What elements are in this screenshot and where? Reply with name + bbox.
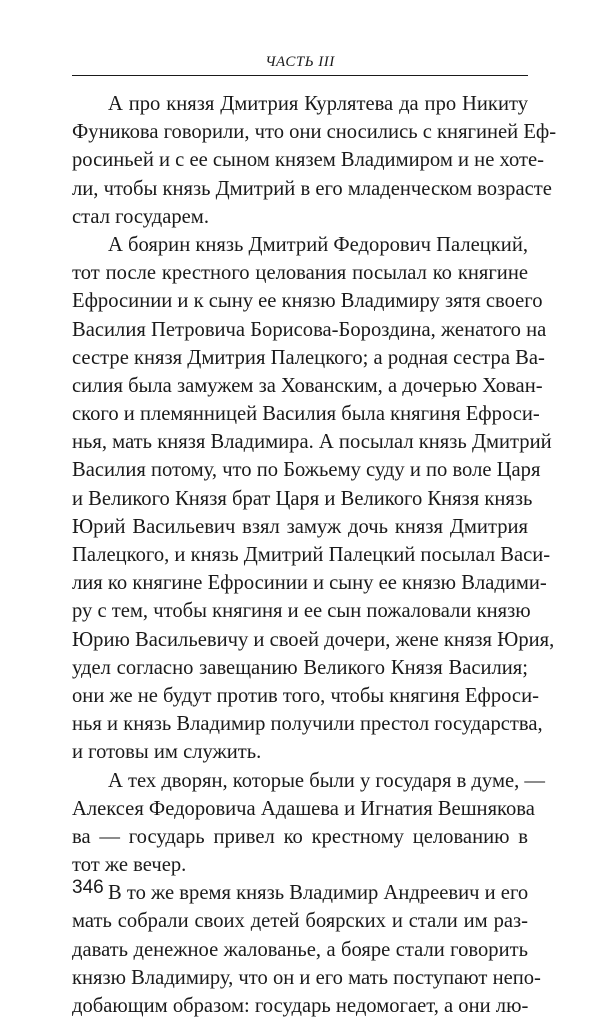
text-line: стал государем. <box>72 205 209 228</box>
text-line: и готовы им служить. <box>72 741 262 764</box>
text-line: тот же вечер. <box>72 854 187 877</box>
text-line: А тех дворян, которые были у государя в думе, — <box>108 769 546 792</box>
header-rule <box>72 75 528 76</box>
text-line: ского и племянницей Василия была княгиня Ефроси- <box>72 403 540 426</box>
running-head: ЧАСТЬ III <box>265 54 335 70</box>
text-line: Палецкого, и князь Дмитрий Палецкий посылал Васи- <box>72 544 551 566</box>
text-line: Василия потому, что по Божьему суду и по воле Царя <box>72 459 541 482</box>
body-text <box>72 90 557 1020</box>
text-line: князю Владимиру, что он и его мать поступают непо- <box>72 966 541 989</box>
text-line: Юрий Васильевич взял замуж дочь князя Дмитрия <box>72 515 528 538</box>
text-line: силия была замужем за Хованским, а дочерью Хован- <box>72 374 543 397</box>
text-line: Фуникова говорили, что они сносились с княгиней Еф- <box>72 121 557 144</box>
text-line: ру с тем, чтобы княгиня и ее сын пожаловали князю <box>72 600 531 623</box>
text-line: и Великого Князя брат Царя и Великого Князя князь <box>72 487 533 510</box>
text-line: удел согласно завещанию Великого Князя Василия; <box>72 656 528 679</box>
text-line: Юрию Васильевичу и своей дочери, жене князя Юрия, <box>72 628 555 651</box>
text-line: росиньей и с ее сыном князем Владимиром и не хоте- <box>72 149 545 172</box>
page-number: 346 <box>72 877 104 898</box>
text-line: сестре князя Дмитрия Палецкого; а родная сестра Ва- <box>72 346 545 369</box>
text-line: А про князя Дмитрия Курлятева да про Никиту <box>108 93 528 115</box>
text-line: ва — государь привел ко крестному целованию в <box>72 825 528 848</box>
text-line: ли, чтобы князь Дмитрий в его младенческом возрасте <box>72 177 552 200</box>
text-line: нья, мать князя Владимира. А посылал князь Дмитрий <box>72 431 552 454</box>
text-line: тот после крестного целования посылал ко княгине <box>72 262 528 285</box>
text-line: Алексея Федоровича Адашева и Игнатия Вешнякова <box>72 797 535 820</box>
text-line: они же не будут против того, чтобы княгиня Ефроси- <box>72 684 539 707</box>
text-line: нья и князь Владимир получили престол государства, <box>72 713 543 736</box>
text-line: Ефросинии и к сыну ее князю Владимиру зятя своего <box>72 290 543 313</box>
text-line: добающим образом: государь недомогает, а они лю- <box>72 995 529 1017</box>
text-line: В то же время князь Владимир Андреевич и его <box>108 882 529 905</box>
text-line: Василия Петровича Борисова-Бороздина, женатого на <box>72 318 547 341</box>
text-line: лия ко княгине Ефросинии и сыну ее князю Владими- <box>72 572 547 595</box>
text-line: А боярин князь Дмитрий Федорович Палецкий, <box>108 233 528 256</box>
text-line: мать собрали своих детей боярских и стали им раз- <box>72 910 528 933</box>
text-line: давать денежное жалованье, а бояре стали говорить <box>72 938 528 961</box>
